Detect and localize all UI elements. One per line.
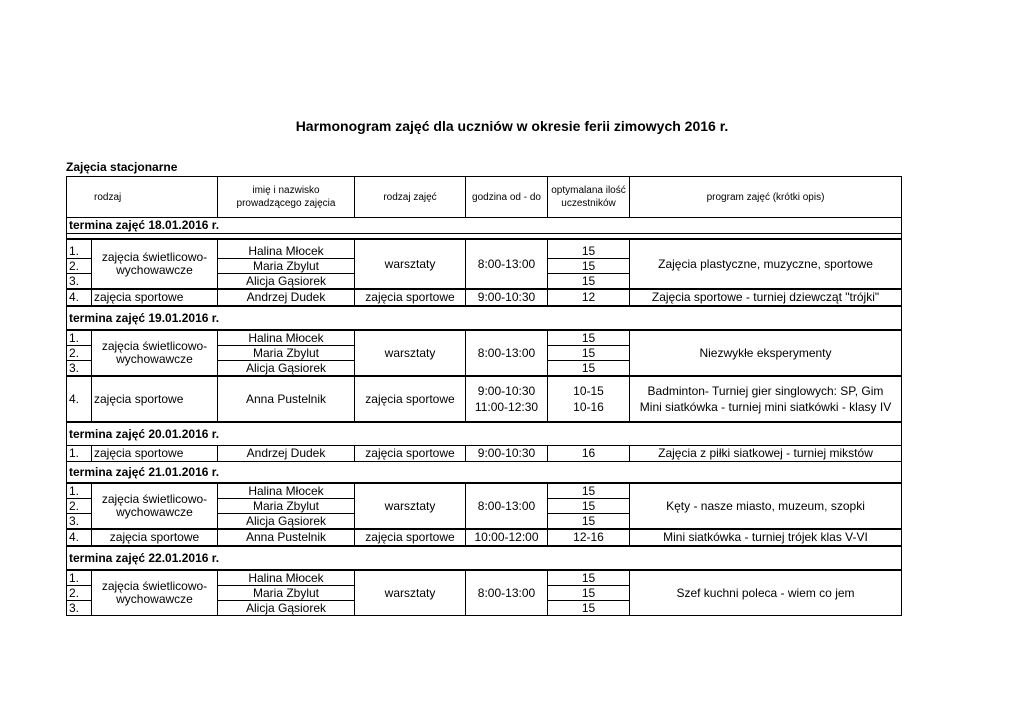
row-number: 2. [67, 586, 92, 601]
day-row [67, 546, 902, 570]
day-row [67, 306, 902, 330]
day-label: termina zajęć 18.01.2016 r. [67, 218, 902, 234]
page-title: Harmonogram zajęć dla uczniów w okresie ferii zimowych 2016 r. [295, 118, 729, 134]
header-program: program zajęć (krótki opis) [630, 177, 902, 218]
activity: zajęcia sportowe [355, 289, 466, 306]
table-row [67, 446, 902, 462]
table-row [67, 289, 902, 306]
activity-type: zajęcia sportowe [92, 376, 218, 422]
activity-type: zajęcia sportowe [92, 529, 218, 546]
row-number: 1. [67, 570, 92, 586]
teacher: Maria Zbylut [218, 346, 355, 361]
day-row [67, 462, 902, 484]
row-number: 3. [67, 514, 92, 530]
activity: warsztaty [355, 239, 466, 289]
row-number: 4. [67, 289, 92, 306]
count: 15 [548, 274, 630, 290]
teacher: Maria Zbylut [218, 586, 355, 601]
activity: zajęcia sportowe [355, 446, 466, 462]
row-number: 3. [67, 361, 92, 377]
program-1: Badminton- Turniej gier singlowych: SP, Gim [647, 384, 884, 398]
activity-type: zajęcia świetlicowo-wychowawcze [92, 483, 218, 529]
section-subtitle: Zajęcia stacjonarne [66, 160, 178, 174]
count: 15 [548, 586, 630, 601]
teacher: Alicja Gąsiorek [218, 514, 355, 530]
day-label: termina zajęć 21.01.2016 r. [67, 462, 902, 484]
time-range: 9:00-10:30 [466, 289, 548, 306]
teacher: Maria Zbylut [218, 259, 355, 274]
time-range: 8:00-13:00 [466, 330, 548, 376]
program: Zajęcia sportowe - turniej dziewcząt "trójki" [630, 289, 902, 306]
activity: warsztaty [355, 570, 466, 616]
table-row [67, 239, 902, 259]
program: Kęty - nasze miasto, muzeum, szopki [630, 483, 902, 529]
program-2: Mini siatkówka - turniej mini siatkówki - klasy IV [639, 400, 892, 414]
count: 12-16 [548, 529, 630, 546]
table-row [67, 376, 902, 422]
time-slot-2: 11:00-12:30 [474, 400, 539, 414]
count: 15 [548, 570, 630, 586]
row-number: 1. [67, 483, 92, 499]
count: 15 [548, 239, 630, 259]
program: Zajęcia z piłki siatkowej - turniej mikstów [630, 446, 902, 462]
activity: zajęcia sportowe [355, 529, 466, 546]
count-2: 10-16 [573, 400, 604, 414]
row-number: 1. [67, 446, 92, 462]
time-range: 10:00-12:00 [466, 529, 548, 546]
day-label: termina zajęć 19.01.2016 r. [67, 306, 902, 330]
day-row [67, 422, 902, 446]
time-range: 8:00-13:00 [466, 239, 548, 289]
time-range: 8:00-13:00 [466, 483, 548, 529]
count-1: 10-15 [573, 384, 604, 398]
count: 12 [548, 289, 630, 306]
time-range: 9:00-10:30 [466, 446, 548, 462]
activity-type: zajęcia sportowe [92, 289, 218, 306]
table-row [67, 483, 902, 499]
program: Mini siatkówka - turniej trójek klas V-VI [630, 529, 902, 546]
day-row [67, 218, 902, 234]
row-number: 1. [67, 330, 92, 346]
teacher: Halina Młocek [218, 330, 355, 346]
count: 15 [548, 330, 630, 346]
teacher: Andrzej Dudek [218, 446, 355, 462]
day-label: termina zajęć 20.01.2016 r. [67, 422, 902, 446]
row-number: 3. [67, 601, 92, 616]
table-row [67, 570, 902, 586]
time-slot-1: 9:00-10:30 [477, 384, 536, 398]
activity-type: zajęcia świetlicowo-wychowawcze [92, 330, 218, 376]
teacher: Maria Zbylut [218, 499, 355, 514]
program: Zajęcia plastyczne, muzyczne, sportowe [630, 239, 902, 289]
teacher: Andrzej Dudek [218, 289, 355, 306]
count: 15 [548, 499, 630, 514]
count: 16 [548, 446, 630, 462]
teacher: Halina Młocek [218, 570, 355, 586]
teacher: Halina Młocek [218, 483, 355, 499]
activity: warsztaty [355, 330, 466, 376]
program: Niezwykłe eksperymenty [630, 330, 902, 376]
count: 15 [548, 514, 630, 530]
day-label: termina zajęć 22.01.2016 r. [67, 546, 902, 570]
teacher: Alicja Gąsiorek [218, 601, 355, 616]
program: Szef kuchni poleca - wiem co jem [630, 570, 902, 616]
activity: warsztaty [355, 483, 466, 529]
count: 15 [548, 601, 630, 616]
header-imie: imię i nazwisko prowadzącego zajęcia [218, 177, 355, 218]
row-number: 2. [67, 346, 92, 361]
header-ilosc: optymalana ilość uczestników [548, 177, 630, 218]
activity-type: zajęcia sportowe [92, 446, 218, 462]
program [630, 376, 902, 422]
row-number: 2. [67, 499, 92, 514]
schedule-table [66, 176, 902, 616]
teacher: Anna Pustelnik [218, 376, 355, 422]
count: 15 [548, 259, 630, 274]
table-row [67, 529, 902, 546]
activity-type: zajęcia świetlicowo-wychowawcze [92, 239, 218, 289]
row-number: 1. [67, 239, 92, 259]
count: 15 [548, 346, 630, 361]
count [548, 376, 630, 422]
header-godzina: godzina od - do [466, 177, 548, 218]
teacher: Alicja Gąsiorek [218, 361, 355, 377]
count: 15 [548, 483, 630, 499]
row-number: 2. [67, 259, 92, 274]
teacher: Anna Pustelnik [218, 529, 355, 546]
row-number: 4. [67, 529, 92, 546]
teacher: Alicja Gąsiorek [218, 274, 355, 290]
activity-type: zajęcia świetlicowo-wychowawcze [92, 570, 218, 616]
row-number: 3. [67, 274, 92, 290]
table-row [67, 330, 902, 346]
row-number: 4. [67, 376, 92, 422]
time-range: 8:00-13:00 [466, 570, 548, 616]
table-header-row [67, 177, 902, 218]
header-rodzaj-zajec: rodzaj zajęć [355, 177, 466, 218]
count: 15 [548, 361, 630, 377]
time-range [466, 376, 548, 422]
activity: zajęcia sportowe [355, 376, 466, 422]
header-rodzaj: rodzaj [67, 177, 218, 218]
teacher: Halina Młocek [218, 239, 355, 259]
